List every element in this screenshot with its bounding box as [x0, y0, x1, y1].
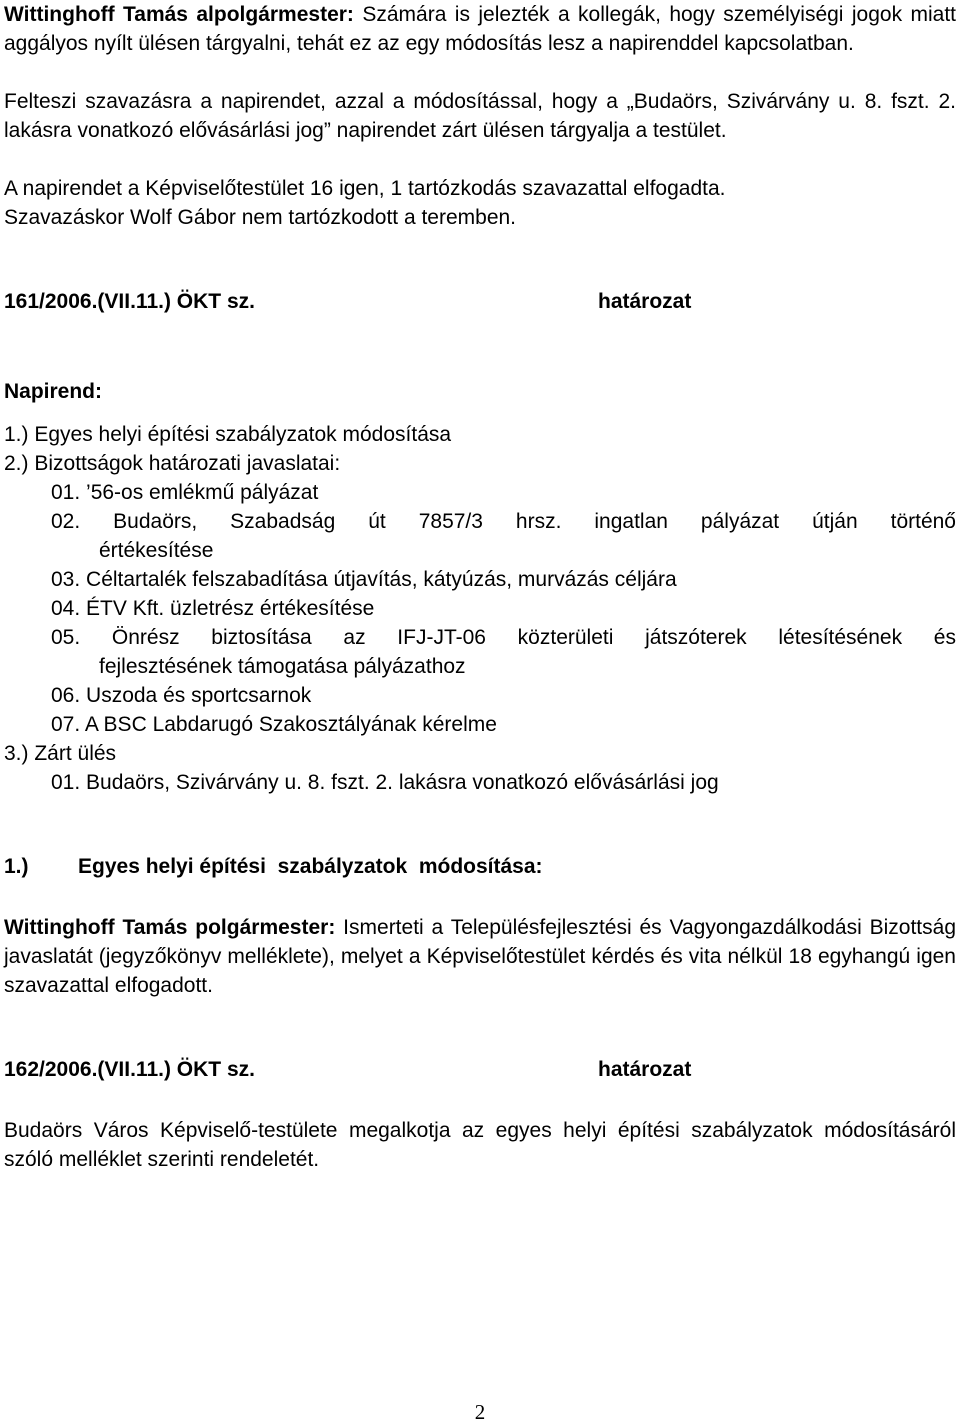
agenda-list [4, 420, 956, 797]
resolution-number: 162/2006.(VII.11.) ÖKT sz. [4, 1058, 255, 1081]
agenda-subitem-02: 02. Budaörs, Szabadság út 7857/3 hrsz. ingatlan pályázat útján történő [51, 510, 956, 533]
resolution-label: határozat [598, 290, 692, 313]
section-heading [4, 855, 956, 884]
document-page [4, 0, 956, 1174]
paragraph-text: Ismerteti a Településfejlesztési és Vagyongazdálkodási Bizottság javaslatát (jegyzőkönyv melléklete), melyet a Képviselőtestület kérdés és vita nélkül 18 egyhangú igen szavazattal elfogadott. [4, 916, 957, 997]
agenda-subitem-06: 06. Uszoda és sportcsarnok [51, 684, 312, 707]
agenda-subitem-04: 04. ÉTV Kft. üzletrész értékesítése [51, 597, 375, 620]
resolution-text: Budaörs Város Képviselő-testülete megalkotja az egyes helyi építési szabályzatok módosításáról szóló melléklet szerinti rendeletét. [4, 1119, 956, 1171]
agenda-subitem-02-cont: értékesítése [99, 539, 214, 562]
section-number: 1.) [4, 855, 29, 878]
paragraph-vice-mayor [4, 0, 956, 58]
section-title: Egyes helyi építési szabályzatok módosítása: [78, 855, 543, 878]
speaker-name: Wittinghoff Tamás alpolgármester: [4, 3, 354, 26]
page-number: 2 [474, 1400, 486, 1424]
agenda-title: Napirend: [4, 380, 103, 403]
agenda-subitem-01: 01. ’56-os emlékmű pályázat [51, 481, 319, 504]
agenda-subitem-03: 03. Céltartalék felszabadítása útjavítás, kátyúzás, murvázás céljára [51, 568, 677, 591]
paragraph-text: Számára is jelezték a kollegák, hogy személyiségi jogok miatt aggályos nyílt ülésen tárgyalni, tehát ez az egy módosítás lesz a napirenddel kapcsolatban. [4, 3, 956, 55]
resolution-heading-2 [4, 1058, 956, 1087]
speaker-name: Wittinghoff Tamás polgármester: [4, 916, 336, 939]
agenda-item-1: 1.) Egyes helyi építési szabályzatok módosítása [4, 423, 452, 446]
resolution-heading [4, 290, 956, 319]
agenda-subitem-05: 05. Önrész biztosítása az IFJ-JT-06 közterületi játszóterek létesítésének és [51, 626, 956, 649]
agenda-subitem-05-cont: fejlesztésének támogatása pályázathoz [99, 655, 466, 678]
paragraph-mayor [4, 913, 956, 1000]
resolution-number: 161/2006.(VII.11.) ÖKT sz. [4, 290, 255, 313]
resolution-label: határozat [598, 1058, 692, 1081]
agenda-item-2: 2.) Bizottságok határozati javaslatai: [4, 452, 341, 475]
vote-result-line: A napirendet a Képviselőtestület 16 igen, 1 tartózkodás szavazattal elfogadta. [4, 177, 726, 200]
absence-note: Szavazáskor Wolf Gábor nem tartózkodott a teremben. [4, 206, 517, 229]
agenda-subitem-3-01: 01. Budaörs, Szivárvány u. 8. fszt. 2. lakásra vonatkozó elővásárlási jog [51, 771, 719, 794]
agenda-subitem-07: 07. A BSC Labdarugó Szakosztályának kérelme [51, 713, 497, 736]
paragraph-vote-proposal: Felteszi szavazásra a napirendet, azzal a módosítással, hogy a „Budaörs, Szivárvány u. 8. fszt. 2. lakásra vonatkozó elővásárlási jog” napirendet zárt ülésen tárgyalja a testület. [4, 90, 956, 142]
agenda-item-3: 3.) Zárt ülés [4, 742, 117, 765]
